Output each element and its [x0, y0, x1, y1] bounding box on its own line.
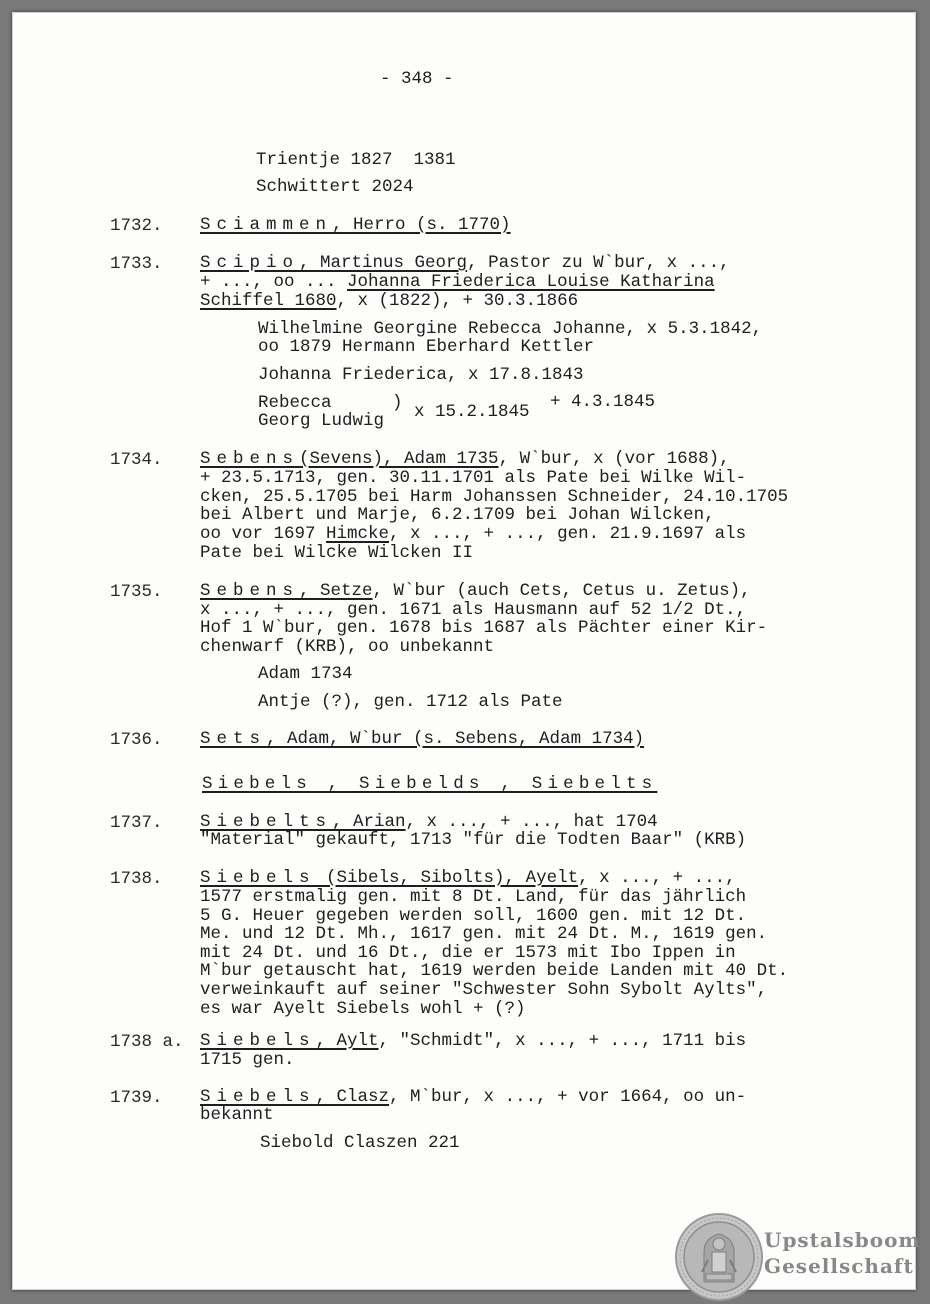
entry-1734-line-1: Sebens(Sevens), Adam 1735, W`bur, x (vor 1688),	[200, 449, 730, 469]
entry-1738a-line-1: Siebels, Aylt, "Schmidt", x ..., + ..., 1711 bis	[200, 1031, 747, 1051]
entry-1733-child-1a: Wilhelmine Georgine Rebecca Johanne, x 5.3.1842,	[258, 319, 763, 339]
seal-logo-icon	[674, 1212, 764, 1302]
entry-1738-line-5: mit 24 Dt. und 16 Dt., die er 1573 mit Ibo Ippen in	[200, 943, 736, 963]
entry-1735-line-4: chenwarf (KRB), oo unbekannt	[200, 637, 495, 657]
entry-1735-child-1: Adam 1734	[258, 664, 353, 684]
entry-1737-line-1: Siebelts, Arian, x ..., + ..., hat 1704	[200, 812, 658, 832]
entry-1738-line-6: M`bur getauscht hat, 1619 werden beide Landen mit 40 Dt.	[200, 961, 789, 981]
entry-number-1738a: 1738 a.	[110, 1032, 184, 1052]
entry-1733-child-1b: oo 1879 Hermann Eberhard Kettler	[258, 337, 595, 357]
surname-sets: Sets	[200, 729, 267, 749]
surname-sebens-2: Sebens	[200, 581, 300, 601]
entry-number-1733: 1733.	[110, 254, 163, 274]
entry-number-1734: 1734.	[110, 450, 163, 470]
entry-1738-line-3: 5 G. Heuer gegeben werden soll, 1600 gen. mit 12 Dt.	[200, 906, 747, 926]
intro-line-1: Trientje 1827 1381	[256, 150, 456, 170]
watermark-line-1: Upstalsboom	[764, 1228, 921, 1252]
section-heading: Siebels , Siebelds , Siebelts	[202, 774, 658, 794]
entry-number-1735: 1735.	[110, 582, 163, 602]
entry-1737-line-2: "Material" gekauft, 1713 "für die Todten Baar" (KRB)	[200, 830, 747, 850]
surname-siebels: Siebels	[200, 868, 316, 888]
watermark-text	[764, 1227, 921, 1279]
entry-number-1737: 1737.	[110, 813, 163, 833]
watermark-line-2: Gesellschaft	[764, 1254, 914, 1278]
entry-1734-line-4: bei Albert und Marje, 6.2.1709 bei Johan Wilcken,	[200, 505, 715, 525]
surname-siebels-2: Siebels	[200, 1031, 316, 1051]
surname-siebels-3: Siebels	[200, 1087, 316, 1107]
entry-1734-line-3: cken, 25.5.1705 bei Harm Johanssen Schneider, 24.10.1705	[200, 487, 789, 507]
entry-1739-line-2: bekannt	[200, 1105, 274, 1125]
entry-1733-twin-1: Rebecca	[258, 393, 332, 413]
intro-line-2: Schwittert 2024	[256, 177, 414, 197]
entry-1733-line-1: Scipio, Martinus Georg, Pastor zu W`bur, x ...,	[200, 253, 730, 273]
entry-1738-line-8: es war Ayelt Siebels wohl + (?)	[200, 999, 526, 1019]
entry-1734-line-6: Pate bei Wilcke Wilcken II	[200, 543, 474, 563]
entry-1738-line-4: Me. und 12 Dt. Mh., 1617 gen. mit 24 Dt. M., 1619 gen.	[200, 924, 768, 944]
entry-1733-twins-death: + 4.3.1845	[550, 392, 656, 412]
entry-1733-line-3: Schiffel 1680, x (1822), + 30.3.1866	[200, 291, 579, 311]
entry-1739-child: Siebold Claszen 221	[260, 1133, 460, 1153]
entry-1735-line-2: x ..., + ..., gen. 1671 als Hausmann auf 52 1/2 Dt.,	[200, 600, 747, 620]
surname-sebens: Sebens	[200, 449, 300, 469]
entry-1738-line-2: 1577 erstmalig gen. mit 8 Dt. Land, für das jährlich	[200, 887, 747, 907]
entry-1733-twins-birth: x 15.2.1845	[414, 402, 530, 422]
entry-1735-line-1: Sebens, Setze, W`bur (auch Cets, Cetus u. Zetus),	[200, 581, 751, 601]
entry-1739-line-1: Siebels, Clasz, M`bur, x ..., + vor 1664, oo un-	[200, 1087, 747, 1107]
entry-1733-twin-2: Georg Ludwig	[258, 411, 385, 431]
entry-1734-line-2: + 23.5.1713, gen. 30.11.1701 als Pate bei Wilke Wil-	[200, 468, 747, 488]
entry-1733-line-2: + ..., oo ... Johanna Friederica Louise Katharina	[200, 272, 715, 292]
entry-1735-line-3: Hof 1 W`bur, gen. 1678 bis 1687 als Pächter einer Kir-	[200, 618, 768, 638]
entry-1735-child-2: Antje (?), gen. 1712 als Pate	[258, 692, 563, 712]
surname-siebelts: Siebelts	[200, 812, 333, 832]
entry-number-1732: 1732.	[110, 216, 163, 236]
page-number: - 348 -	[380, 69, 454, 89]
entry-1733-child-2: Johanna Friederica, x 17.8.1843	[258, 365, 584, 385]
entry-1736-line: Sets, Adam, W`bur (s. Sebens, Adam 1734)	[200, 729, 645, 749]
entry-1734-line-5: oo vor 1697 Himcke, x ..., + ..., gen. 21.9.1697 als	[200, 524, 747, 544]
entry-1738a-line-2: 1715 gen.	[200, 1050, 295, 1070]
twins-brace: )	[392, 393, 403, 413]
document-page	[12, 12, 921, 1290]
entry-number-1739: 1739.	[110, 1088, 163, 1108]
entry-number-1738: 1738.	[110, 869, 163, 889]
entry-1732-line: Sciammen, Herro (s. 1770)	[200, 215, 511, 235]
surname-scipio: Scipio	[200, 253, 300, 273]
entry-number-1736: 1736.	[110, 730, 163, 750]
entry-1738-line-1: Siebels (Sibels, Sibolts), Ayelt, x ..., + ...,	[200, 868, 736, 888]
surname-sciammen: Sciammen	[200, 215, 333, 235]
entry-1738-line-7: verweinkauft auf seiner "Schwester Sohn Sybolt Aylts",	[200, 980, 768, 1000]
